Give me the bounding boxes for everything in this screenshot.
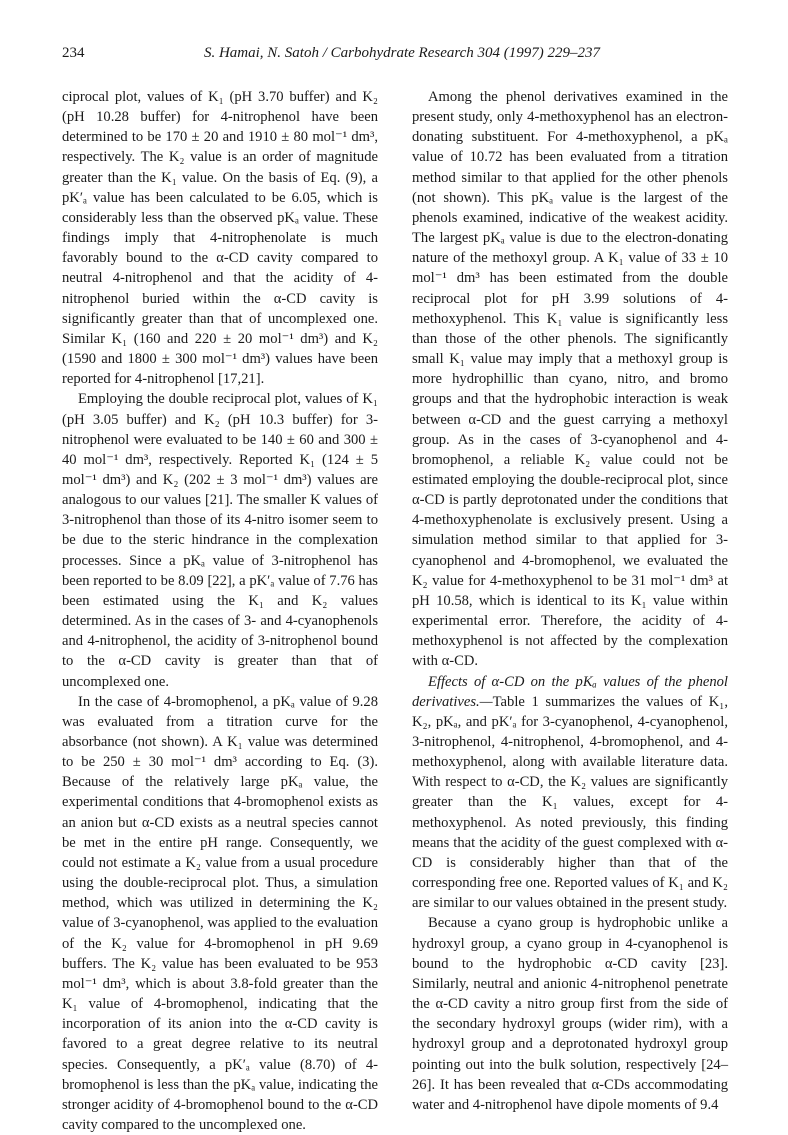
- paragraph: ciprocal plot, values of K₁ (pH 3.70 buffer) and K₂ (pH 10.28 buffer) for 4-nitrophenol have been determined to be 170 ± 20 and 1910 ± 80 mol⁻¹ dm³, respectively. The K₂ value is an order of magnitude greater than the K₁ value. On the basis of Eq. (9), a pK′ₐ value has been calculated to be 6.05, which is considerably less than the observed pKₐ value. These findings imply that 4-nitrophenolate is much favorably bound to the α-CD cavity compared to neutral 4-nitrophenol and that the acidity of 4-nitrophenol buried within the α-CD cavity is significantly greater than that of uncomplexed one. Similar K₁ (160 and 220 ± 20 mol⁻¹ dm³) and K₂ (1590 and 1800 ± 300 mol⁻¹ dm³) values have been reported for 4-nitrophenol [17,21].: [62, 89, 378, 388]
- page-header: [62, 45, 742, 67]
- paragraph: Among the phenol derivatives examined in the present study, only 4-methoxyphenol has an electron-donating substituent. For 4-methoxyphenol, a pKₐ value of 10.72 has been evaluated from a titration method similar to that applied for the other phenols (not shown). This pKₐ value is the largest of the phenols examined, indicative of the weakest acidity. The largest pKₐ value is due to the electron-donating nature of the methoxyl group. A K₁ value of 33 ± 10 mol⁻¹ dm³ has been estimated from the double reciprocal plot for pH 3.99 solutions of 4-methoxyphenol. This K₁ value is significantly less than those of the other phenols. The significantly small K₁ value may imply that a methoxyl group is more hydrophillic than cyano, nitro, and bromo groups and that the hydrophobic interaction is weak between α-CD and the guest carrying a methoxyl group. As in the cases of 3-cyanophenol and 4-bromophenol, a reliable K₂ value could not be estimated employing the double-reciprocal plot, since α-CD is partly deprotonated under the conditions that 4-methoxyphenolate is exclusively present. Using a simulation method similar to that applied for 3-cyanophenol and 4-bromophenol, we evaluated the K₂ value for 4-methoxyphenol to be 31 mol⁻¹ dm³ at pH 10.58, which is identical to its K₁ value within experimental error. Therefore, the acidity of 4-methoxyphenol is not affected by the complexation with α-CD.: [412, 89, 728, 670]
- paragraph: Because a cyano group is hydrophobic unlike a hydroxyl group, a cyano group in 4-cyanophenol is bound to the hydrophobic α-CD cavity [23]. Similarly, neutral and anionic 4-nitrophenol penetrate the α-CD cavity a nitro group first from the side of the secondary hydroxyl groups (wider rim), with a hydroxyl group and a deprotonated hydroxyl group pointing out into the bulk solution, respectively [24–26]. It has been revealed that α-CDs accommodating water and 4-nitrophenol have dipole moments of 9.4: [412, 915, 728, 1113]
- running-title: S. Hamai, N. Satoh / Carbohydrate Research 304 (1997) 229–237: [203, 45, 601, 61]
- right-column: [412, 87, 728, 1115]
- paragraph: Employing the double reciprocal plot, values of K₁ (pH 3.05 buffer) and K₂ (pH 10.3 buffer) for 3-nitrophenol were evaluated to be 140 ± 60 and 300 ± 40 mol⁻¹ dm³, respectively. Reported K₁ (124 ± 5 mol⁻¹ dm³) and K₂ (202 ± 3 mol⁻¹ dm³) values are analogous to our values [21]. The smaller K values of 3-nitrophenol than those of its 4-nitro isomer seem to be due to the steric hindrance in the complexation processes. Since a pKₐ value of 3-nitrophenol has been reported to be 8.09 [22], a pK′ₐ value of 7.76 has been estimated using the K₁ and K₂ values determined. As in the cases of 3- and 4-cyanophenols and 4-nitrophenol, the acidity of 3-nitrophenol bound to the α-CD cavity is greater than that of uncomplexed one.: [62, 391, 378, 690]
- paragraph-text: Table 1 summarizes the values of K₁, K₂, pKₐ, and pK′ₐ for 3-cyanophenol, 4-cyanophenol, 3-nitrophenol, 4-nitrophenol, 4-bromophenol, and 4-methoxyphenol, along with available literature data. With respect to α-CD, the K₂ values are significantly greater than the K₁ values, except for 4-methoxyphenol. As noted previously, this finding means that the acidity of the guest complexed with α-CD is considerably higher than that of the corresponding free one. Reported values of K₁ and K₂ are similar to our values obtained in the present study.: [412, 693, 728, 912]
- paragraph: In the case of 4-bromophenol, a pKₐ value of 9.28 was evaluated from a titration curve for the absorbance (not shown). A K₁ value was determined to be 250 ± 30 mol⁻¹ dm³ according to Eq. (3). Because of the relatively large pKₐ value, the experimental conditions that 4-bromophenol exists as an anion but α-CD exists as a neutral species cannot be met in the entire pH range. Consequently, we could not estimate a K₂ value from a usual procedure using the double-reciprocal plot. Thus, a simulation method, which was utilized in determining the K₂ value of 3-cyanophenol, was applied to the evaluation of the K₂ value for 4-bromophenol in pH 9.69 buffers. The K₂ value has been evaluated to be 953 mol⁻¹ dm³, which is about 3.8-fold greater than the K₁ value of 4-bromophenol, indicating that the incorporation of its anion into the α-CD cavity is favored to a great degree relative to its neutral species. Consequently, a pK′ₐ value (8.70) of 4-bromophenol is less than the pKₐ value, indicating the stronger acidity of 4-bromophenol bound to the α-CD cavity compared to the uncomplexed one.: [62, 693, 378, 1133]
- section-paragraph: [412, 672, 728, 914]
- section-heading: Effects of α-CD on the pKₐ values of the phenol derivatives.—: [412, 673, 728, 710]
- page-number: 234: [62, 45, 85, 61]
- left-column: [62, 87, 378, 1135]
